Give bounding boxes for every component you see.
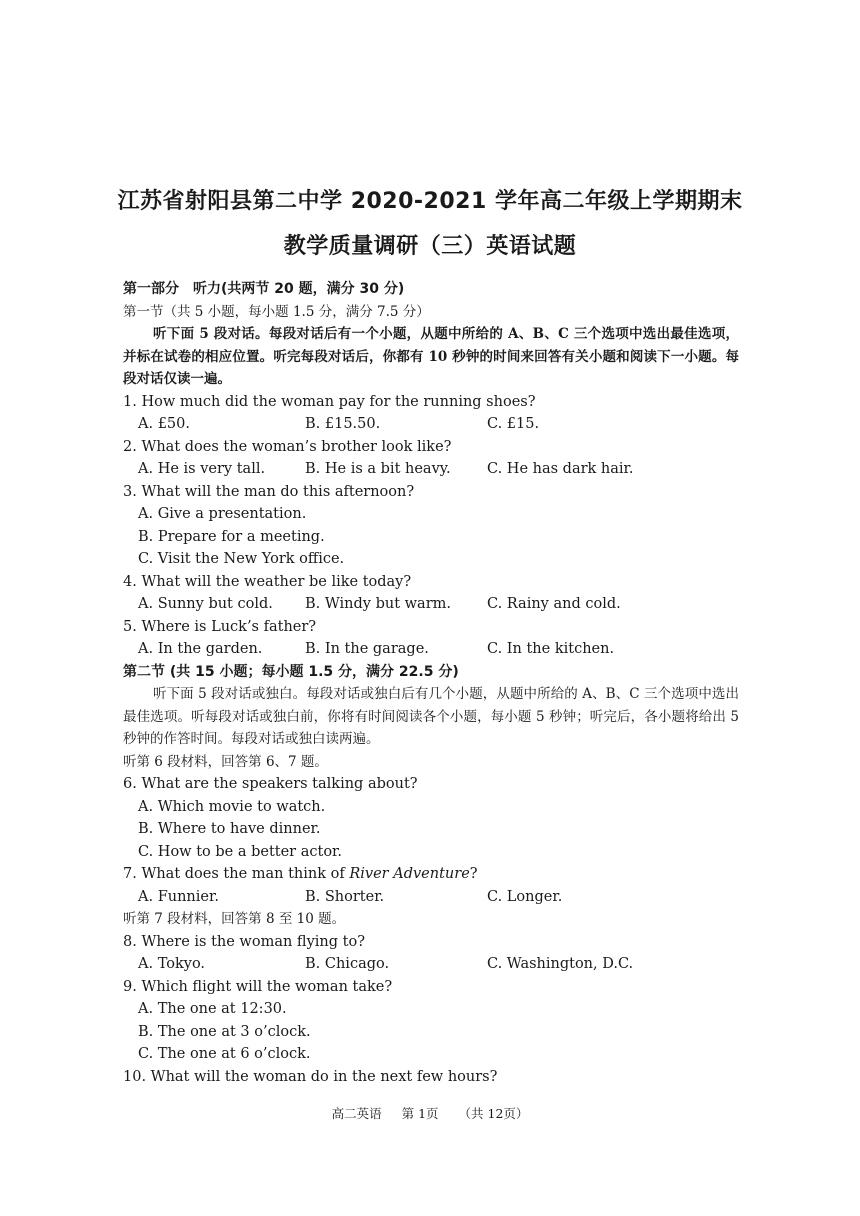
question-4: 4. What will the weather be like today?	[123, 573, 412, 590]
q4-option-b: B. Windy but warm.	[305, 596, 451, 612]
question-10: 10. What will the woman do in the next few hours?	[123, 1068, 498, 1085]
question-2: 2. What does the woman’s brother look like?	[123, 438, 452, 455]
question-2-options	[123, 458, 739, 481]
question-9: 9. Which flight will the woman take?	[123, 978, 393, 995]
q7-option-a: A. Funnier.	[138, 888, 219, 905]
question-3: 3. What will the man do this afternoon?	[123, 483, 415, 500]
footer-page-number: 第 1页	[401, 1106, 439, 1121]
question-8-options	[123, 953, 739, 976]
question-7-options	[123, 886, 739, 909]
material-6-note: 听第 6 段材料，回答第 6、7 题。	[123, 753, 328, 770]
q7-option-b: B. Shorter.	[305, 888, 385, 905]
q8-option-a: A. Tokyo.	[138, 956, 206, 972]
q2-option-c: C. He has dark hair.	[487, 461, 634, 477]
q1-option-b: B. £15.50.	[305, 416, 381, 432]
q2-option-a: A. He is very tall.	[138, 461, 266, 477]
question-5: 5. Where is Luck’s father?	[123, 618, 317, 635]
q6-option-c: C. How to be a better actor.	[138, 843, 342, 860]
part1-heading: 第一部分 听力(共两节 20 题，满分 30 分)	[123, 281, 405, 297]
q5-option-c: C. In the kitchen.	[487, 641, 615, 657]
q8-option-b: B. Chicago.	[305, 956, 390, 972]
q8-option-c: C. Washington, D.C.	[487, 956, 634, 972]
question-8: 8. Where is the woman flying to?	[123, 933, 365, 950]
q9-option-b: B. The one at 3 o’clock.	[138, 1023, 311, 1040]
q4-option-c: C. Rainy and cold.	[487, 596, 621, 612]
exam-title-line2: 教学质量调研（三）英语试题	[283, 234, 577, 259]
q6-option-b: B. Where to have dinner.	[138, 821, 321, 837]
q3-option-b: B. Prepare for a meeting.	[138, 528, 325, 545]
footer-subject: 高二英语	[331, 1106, 382, 1121]
q7-movie-title: River Adventure	[349, 866, 470, 882]
question-1-options	[123, 413, 739, 436]
section2-instructions: 听下面 5 段对话或独白。每段对话或独白后有几个小题，从题中所给的 A、B、C 三个选项中选出最佳选项。听每段对话或独白前，你将有时间阅读各个小题，每小题 5 秒钟；听完后，各小题将给出 5 秒钟的作答时间。每段对话或独白读两遍。	[123, 686, 739, 747]
exam-content	[123, 278, 739, 1088]
q9-option-c: C. The one at 6 o’clock.	[138, 1046, 311, 1062]
q4-option-a: A. Sunny but cold.	[138, 596, 273, 612]
material-7-note: 听第 7 段材料，回答第 8 至 10 题。	[123, 911, 346, 927]
question-6: 6. What are the speakers talking about?	[123, 776, 418, 792]
question-7	[123, 863, 739, 886]
q1-option-a: A. £50.	[138, 416, 190, 432]
question-1: 1. How much did the woman pay for the running shoes?	[123, 393, 536, 410]
exam-title-line1: 江苏省射阳县第二中学 2020-2021 学年高二年级上学期期末	[117, 189, 743, 214]
section1-instructions: 听下面 5 段对话。每段对话后有一个小题，从题中所给的 A、B、C 三个选项中选出最佳选项，并标在试卷的相应位置。听完每段对话后，你都有 10 秒钟的时间来回答有关小题和阅读下一小题。每段对话仅读一遍。	[123, 326, 739, 387]
q7-text-post: ?	[469, 866, 478, 882]
q5-option-b: B. In the garage.	[305, 641, 429, 657]
section2-heading: 第二节 (共 15 小题；每小题 1.5 分，满分 22.5 分)	[123, 663, 459, 680]
q3-option-a: A. Give a presentation.	[138, 506, 307, 522]
q6-option-a: A. Which movie to watch.	[138, 798, 326, 815]
q7-option-c: C. Longer.	[487, 888, 563, 905]
q3-option-c: C. Visit the New York office.	[138, 551, 345, 567]
q1-option-c: C. £15.	[487, 416, 540, 432]
footer-total-pages: （共 12页）	[458, 1106, 529, 1121]
q5-option-a: A. In the garden.	[138, 641, 263, 657]
q7-text-pre: 7. What does the man think of	[123, 866, 350, 882]
q9-option-a: A. The one at 12:30.	[138, 1001, 287, 1017]
page-footer	[0, 1104, 860, 1122]
question-4-options	[123, 593, 739, 616]
q2-option-b: B. He is a bit heavy.	[305, 461, 451, 477]
section1-heading: 第一节（共 5 小题，每小题 1.5 分，满分 7.5 分）	[123, 303, 430, 320]
question-5-options	[123, 638, 739, 661]
